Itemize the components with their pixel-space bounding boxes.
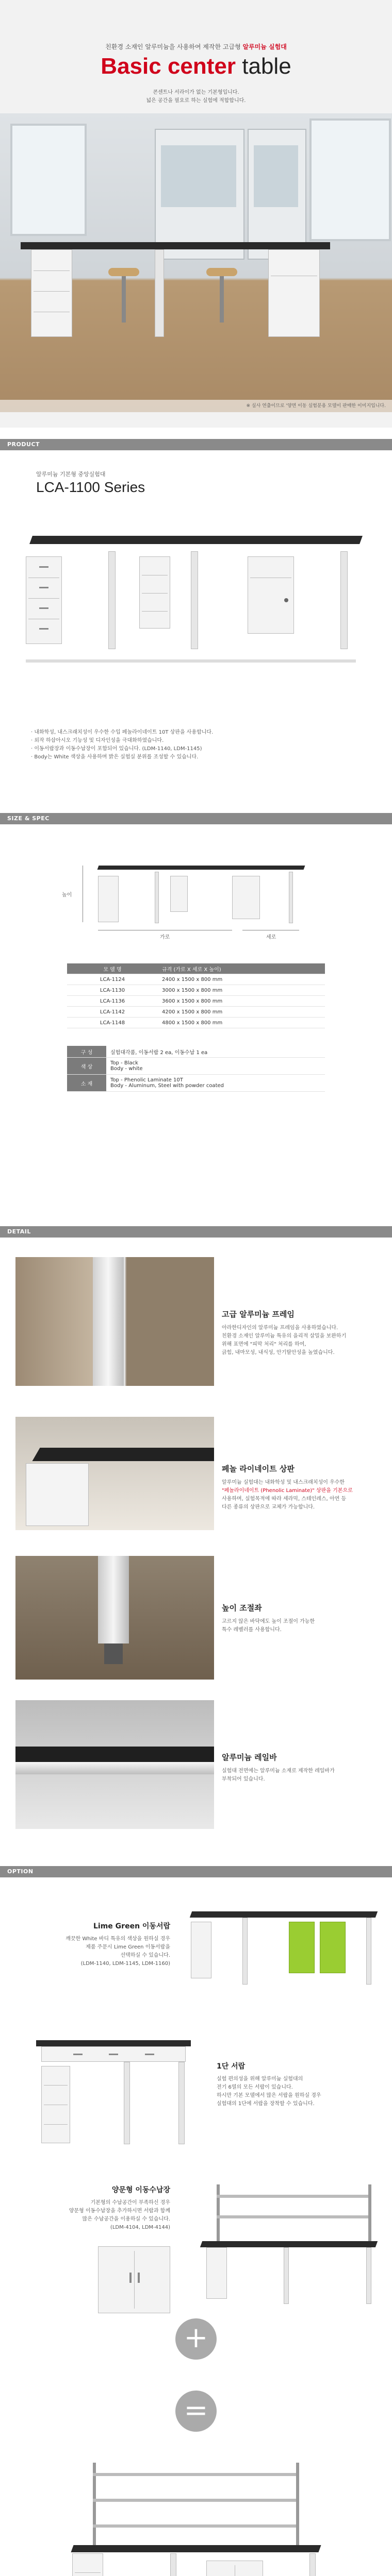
- dim-width-label: 가로: [160, 935, 170, 940]
- size-cell: 4200 x 1500 x 800 mm: [158, 1007, 325, 1018]
- table-row: [67, 1046, 325, 1058]
- product-note-2: · 외작 하삽아시오 기능성 및 디자인성을 극대화하였습니다.: [31, 738, 164, 743]
- spec-bar-label: SIZE & SPEC: [7, 815, 50, 822]
- color-label: 색 상: [67, 1058, 106, 1075]
- detail-3-title: 높이 조절좌: [222, 1603, 262, 1613]
- product-leg-3: [340, 551, 348, 649]
- product-drawer-left: [26, 556, 62, 644]
- detail-railbar-photo: [15, 1700, 214, 1829]
- option-single-title: 1단 서랍: [217, 2062, 246, 2071]
- hero-title-center: center: [167, 54, 236, 79]
- fume-hood-1: [155, 129, 244, 260]
- hero-table-top: [21, 242, 330, 249]
- spec-detail-table: [67, 1046, 325, 1092]
- model-cell: LCA-1142: [67, 1007, 158, 1018]
- stool-2: [206, 268, 237, 276]
- product-series-title: LCA-1100 Series: [36, 479, 145, 495]
- product-note-1: · 내화학성, 내스크래치성이 우수한 수입 페놀라이네이트 10T 상판을 사용합니다.: [31, 730, 214, 735]
- window-right: [309, 118, 391, 241]
- table-row: [67, 985, 325, 996]
- material-label: 소 재: [67, 1075, 106, 1092]
- detail-1-title: 고급 알루미늄 프레임: [222, 1310, 295, 1319]
- option-lime-image: [181, 1901, 382, 2004]
- hero-subtitle-text: 친환경 소재인 알루미늄을 사용하여 제작한 고급형: [105, 43, 241, 50]
- option-double-cabinet: [98, 2246, 170, 2313]
- lime-drawer-1: [289, 1922, 315, 1973]
- product-image: [21, 526, 371, 721]
- detail-frame-photo: [15, 1257, 214, 1386]
- size-cell: 4800 x 1500 x 800 mm: [158, 1018, 325, 1028]
- window-left: [10, 124, 87, 236]
- material-value-top: Top - Phenolic Laminate 10T: [110, 1077, 183, 1083]
- option-single-block: 1단 서랍 실험 편의성을 위해 알루미늄 실험대의 전기 6열의 모든 서랍이 있습니다. 하시만 기본 모델에서 많은 서랍을 원하실 경우 실험대의 1단에 서랍을 장착할 수 있습니다.: [217, 2061, 382, 2108]
- hero-desc-1: 콘센트나 서라이가 없는 기본형입니다.: [153, 90, 239, 95]
- option-combined-image: [52, 2463, 340, 2576]
- hero-subtitle-highlight: 알루미늄 실험대: [242, 43, 287, 50]
- spec-header-size: 규격 (가로 X 세로 X 높이): [158, 963, 325, 974]
- hero-subtitle: [0, 42, 392, 51]
- detail-leveler-photo: [15, 1556, 214, 1680]
- hero-title-table: table: [242, 54, 291, 79]
- stool-1: [108, 268, 139, 276]
- table-row: [67, 1007, 325, 1018]
- hero-photo-caption: ※ 실사 연출이므로 '양면 이동 실험분용 모델이 판매한 이미지입니다.: [246, 403, 386, 409]
- detail-bar-label: DETAIL: [7, 1228, 31, 1235]
- hero-table-leg: [155, 249, 164, 337]
- table-row: [67, 1058, 325, 1075]
- option-single-image: [31, 2035, 196, 2159]
- color-value-top: Top - Black: [110, 1060, 138, 1066]
- table-row: [67, 1018, 325, 1028]
- size-cell: 3600 x 1500 x 800 mm: [158, 996, 325, 1007]
- product-note-3: · 이동서랍장과 이동수납장이 포함되어 있습니다. (LDM-1140, LDM-1145): [31, 746, 202, 752]
- comp-value: 실험대각품, 이동서랍 2 ea, 이동수납 1 ea: [106, 1046, 325, 1058]
- detail-section-bar: [0, 1226, 392, 1238]
- product-leg-2: [191, 551, 198, 649]
- spec-table-header: [67, 963, 325, 974]
- option-double-title: 양문형 이동수납장: [111, 2186, 170, 2194]
- option-lime-title: Lime Green 이동서랍: [93, 1922, 170, 1930]
- table-row: [67, 974, 325, 985]
- option-double-block: 양문형 이동수납장 기본형의 수납공간이 부족하신 경우 양문형 이동수납장을 추가하시면 서랍과 함께 많은 수납공간을 이용하실 수 있습니다. (LDM-4104, LDM-4144): [31, 2184, 170, 2232]
- detail-4-text: 실험대 전면에는 알루미늄 소재로 제작한 레일바가 부착되어 있습니다.: [222, 1768, 335, 1782]
- hero-desc-2: 넓은 공간을 필요로 하는 실험에 적합합니다.: [146, 98, 246, 104]
- model-cell: LCA-1124: [67, 974, 158, 985]
- spec-model-table: [67, 963, 325, 1028]
- detail-4-title: 알루미늄 레일바: [222, 1753, 277, 1762]
- product-section-bar: [0, 439, 392, 450]
- model-cell: LCA-1148: [67, 1018, 158, 1028]
- detail-2-title: 페놀 라이네이트 상판: [222, 1464, 295, 1473]
- lime-drawer-2: [320, 1922, 346, 1973]
- product-bar-label: PRODUCT: [7, 441, 40, 448]
- detail-3-text: 고르지 않은 바닥에도 높이 조절이 가능한 특수 레벨러를 사용합니다.: [222, 1619, 315, 1633]
- product-leg-1: [108, 551, 116, 649]
- product-cabinet: [248, 556, 294, 634]
- hero-cabinet-unit: [268, 249, 320, 337]
- equals-icon: =: [175, 2391, 217, 2432]
- spec-header-model: 모 델 명: [67, 963, 158, 974]
- detail-top-photo: [15, 1417, 214, 1530]
- product-kicker: 알루미늄 기본형 중앙실험대: [36, 471, 106, 478]
- spec-dimension-drawing: [62, 860, 315, 948]
- option-lime-block: Lime Green 이동서랍 깨끗한 White 바디 특유의 색상을 원하실 경우 제품 주문시 Lime Green 이동서랍을 선택하실 수 있습니다. (LDM-1140, LDM-1145, LDM-1160): [31, 1921, 170, 1968]
- size-cell: 3000 x 1500 x 800 mm: [158, 985, 325, 996]
- detail-2-text: 알루미늄 실험대는 내화학성 및 내스크래치성이 우수한 "페놀라이네이트 (Phenolic Laminate)" 상판을 기본으로 사용하며, 실험목적에 따라 세라믹, 스테인레스, 아연 등 다른 종류의 상판으로 교체가 가능합니다.: [222, 1480, 353, 1510]
- color-value-body: Body - white: [110, 1066, 143, 1072]
- hero-lab-photo: [0, 113, 392, 412]
- hero-section: [0, 0, 392, 428]
- size-cell: 2400 x 1500 x 800 mm: [158, 974, 325, 985]
- option-double-table-image: [196, 2184, 382, 2313]
- product-note-4: · Body는 White 색상을 사용하며 밝은 실험실 분위를 조성할 수 있습니다.: [31, 754, 199, 760]
- product-drawer-mid: [139, 556, 170, 629]
- comp-label: 구 성: [67, 1046, 106, 1058]
- fume-hood-2: [248, 129, 306, 260]
- option-bar-label: OPTION: [7, 1868, 34, 1875]
- hero-title: [0, 54, 392, 79]
- material-value-body: Body - Aluminum, Steel with powder coated: [110, 1083, 224, 1089]
- model-cell: LCA-1136: [67, 996, 158, 1007]
- table-row: [67, 996, 325, 1007]
- hero-drawer-unit: [31, 249, 72, 337]
- dim-depth-label: 세로: [266, 935, 276, 940]
- product-table-top: [29, 536, 363, 544]
- detail-1-text: 아라한디자인의 알루미늄 프레임을 사용하였습니다. 친환경 소재인 알루미늄 특유의 을리적 살밀을 보완하기 위해 표면에 "피막 처리" 처리를 하여, 긁힘, 내마모성, 내식성, 안기탈안성을 높였습니다.: [222, 1325, 347, 1355]
- option-section-bar: [0, 1866, 392, 1877]
- spec-section-bar: [0, 813, 392, 824]
- product-notes: [31, 728, 361, 761]
- hero-title-basic: Basic: [101, 54, 161, 79]
- model-cell: LCA-1130: [67, 985, 158, 996]
- plus-icon: +: [175, 2318, 217, 2360]
- table-row: [67, 1075, 325, 1092]
- dim-height-label: 높이: [62, 892, 72, 898]
